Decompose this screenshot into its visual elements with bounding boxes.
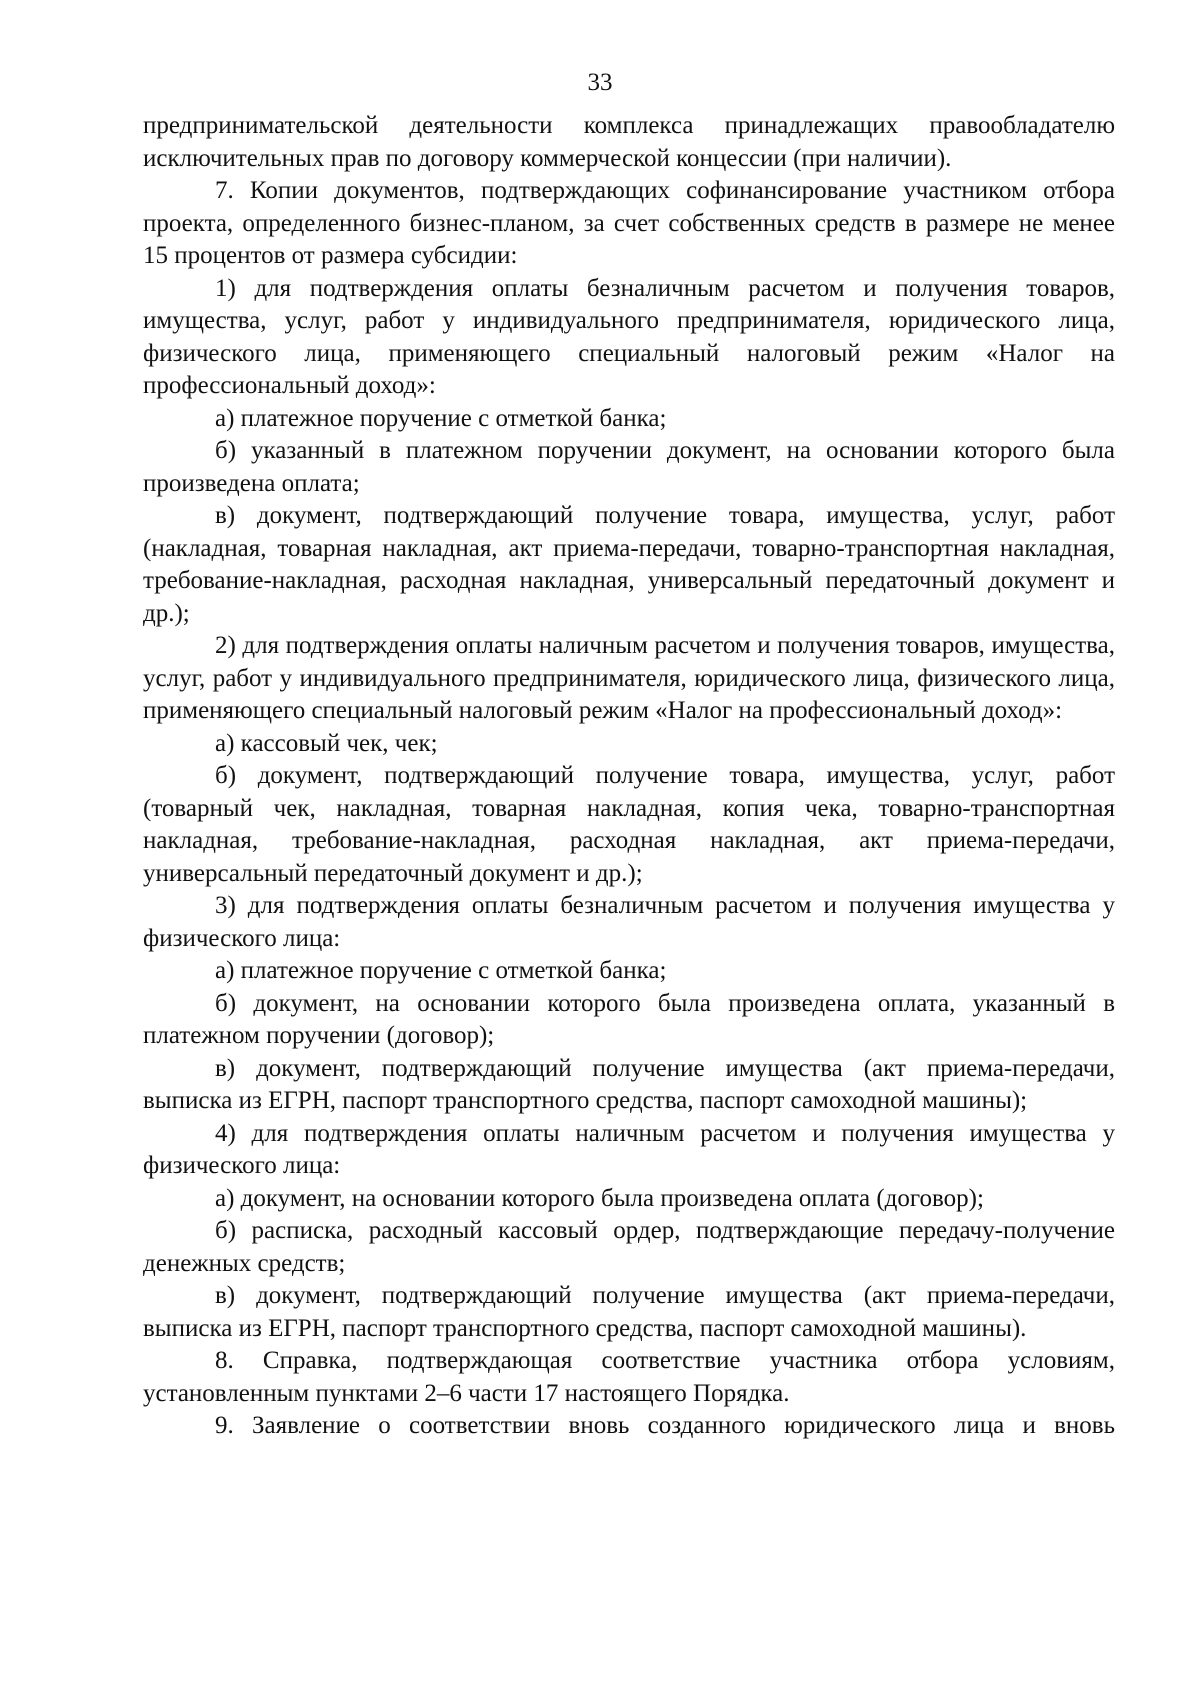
paragraph-subitem-2-b: б) документ, подтверждающий получение товара, имущества, услуг, работ (товарный чек, накладная, товарная накладная, копия чека, товарно-транспортная накладная, требование-накладная, расходная накладная, акт приема-передачи, универсальный передаточный документ и др.); — [143, 762, 1115, 887]
paragraph-subitem-3-b: б) документ, на основании которого была произведена оплата, указанный в платежном поручении (договор); — [143, 989, 1115, 1049]
paragraph-subitem-4-a: а) документ, на основании которого была произведена оплата (договор); — [215, 1184, 984, 1212]
paragraph-subitem-4-v: в) документ, подтверждающий получение имущества (акт приема-передачи, выписка из ЕГРН, паспорт транспортного средства, паспорт самоходной машины). — [143, 1282, 1115, 1342]
page-number: 33 — [587, 69, 613, 96]
document-body — [143, 110, 1115, 1443]
paragraph-item-9: 9. Заявление о соответствии вновь созданного юридического лица и вновь — [215, 1412, 1115, 1439]
paragraph-item-8: 8. Справка, подтверждающая соответствие участника отбора условиям, установленным пунктами 2–6 части 17 настоящего Порядка. — [143, 1347, 1115, 1407]
paragraph-subitem-1-a: а) платежное поручение с отметкой банка; — [215, 404, 667, 432]
paragraph-subitem-4: 4) для подтверждения оплаты наличным расчетом и получения имущества у физического лица: — [143, 1119, 1115, 1179]
paragraph-subitem-3: 3) для подтверждения оплаты безналичным расчетом и получения имущества у физического лица: — [143, 892, 1115, 952]
paragraph-subitem-1-b: б) указанный в платежном поручении документ, на основании которого была произведена оплата; — [143, 437, 1115, 497]
paragraph-subitem-3-a: а) платежное поручение с отметкой банка; — [215, 957, 667, 984]
paragraph-subitem-1: 1) для подтверждения оплаты безналичным расчетом и получения товаров, имущества, услуг, работ у индивидуального предпринимателя, юридического лица, физического лица, применяющего специальный налоговый режим «Налог на профессиональный доход»: — [143, 274, 1115, 399]
paragraph-subitem-3-v: в) документ, подтверждающий получение имущества (акт приема-передачи, выписка из ЕГРН, паспорт транспортного средства, паспорт самоходной машины); — [143, 1054, 1115, 1114]
paragraph-continuation: предпринимательской деятельности комплекса принадлежащих правообладателю исключительных прав по договору коммерческой концессии (при наличии). — [143, 112, 1115, 172]
paragraph-subitem-2: 2) для подтверждения оплаты наличным расчетом и получения товаров, имущества, услуг, работ у индивидуального предпринимателя, юридического лица, физического лица, применяющего специальный налоговый режим «Налог на профессиональный доход»: — [143, 632, 1115, 724]
paragraph-item-7: 7. Копии документов, подтверждающих софинансирование участником отбора проекта, определенного бизнес-планом, за счет собственных средств в размере не менее 15 процентов от размера субсидии: — [143, 177, 1115, 269]
paragraph-subitem-2-a: а) кассовый чек, чек; — [215, 729, 438, 757]
paragraph-subitem-1-v: в) документ, подтверждающий получение товара, имущества, услуг, работ (накладная, товарная накладная, акт приема-передачи, товарно-транспортная накладная, требование-накладная, расходная накладная, универсальный передаточный документ и др.); — [143, 502, 1115, 627]
paragraph-subitem-4-b: б) расписка, расходный кассовый ордер, подтверждающие передачу-получение денежных средств; — [143, 1217, 1115, 1277]
